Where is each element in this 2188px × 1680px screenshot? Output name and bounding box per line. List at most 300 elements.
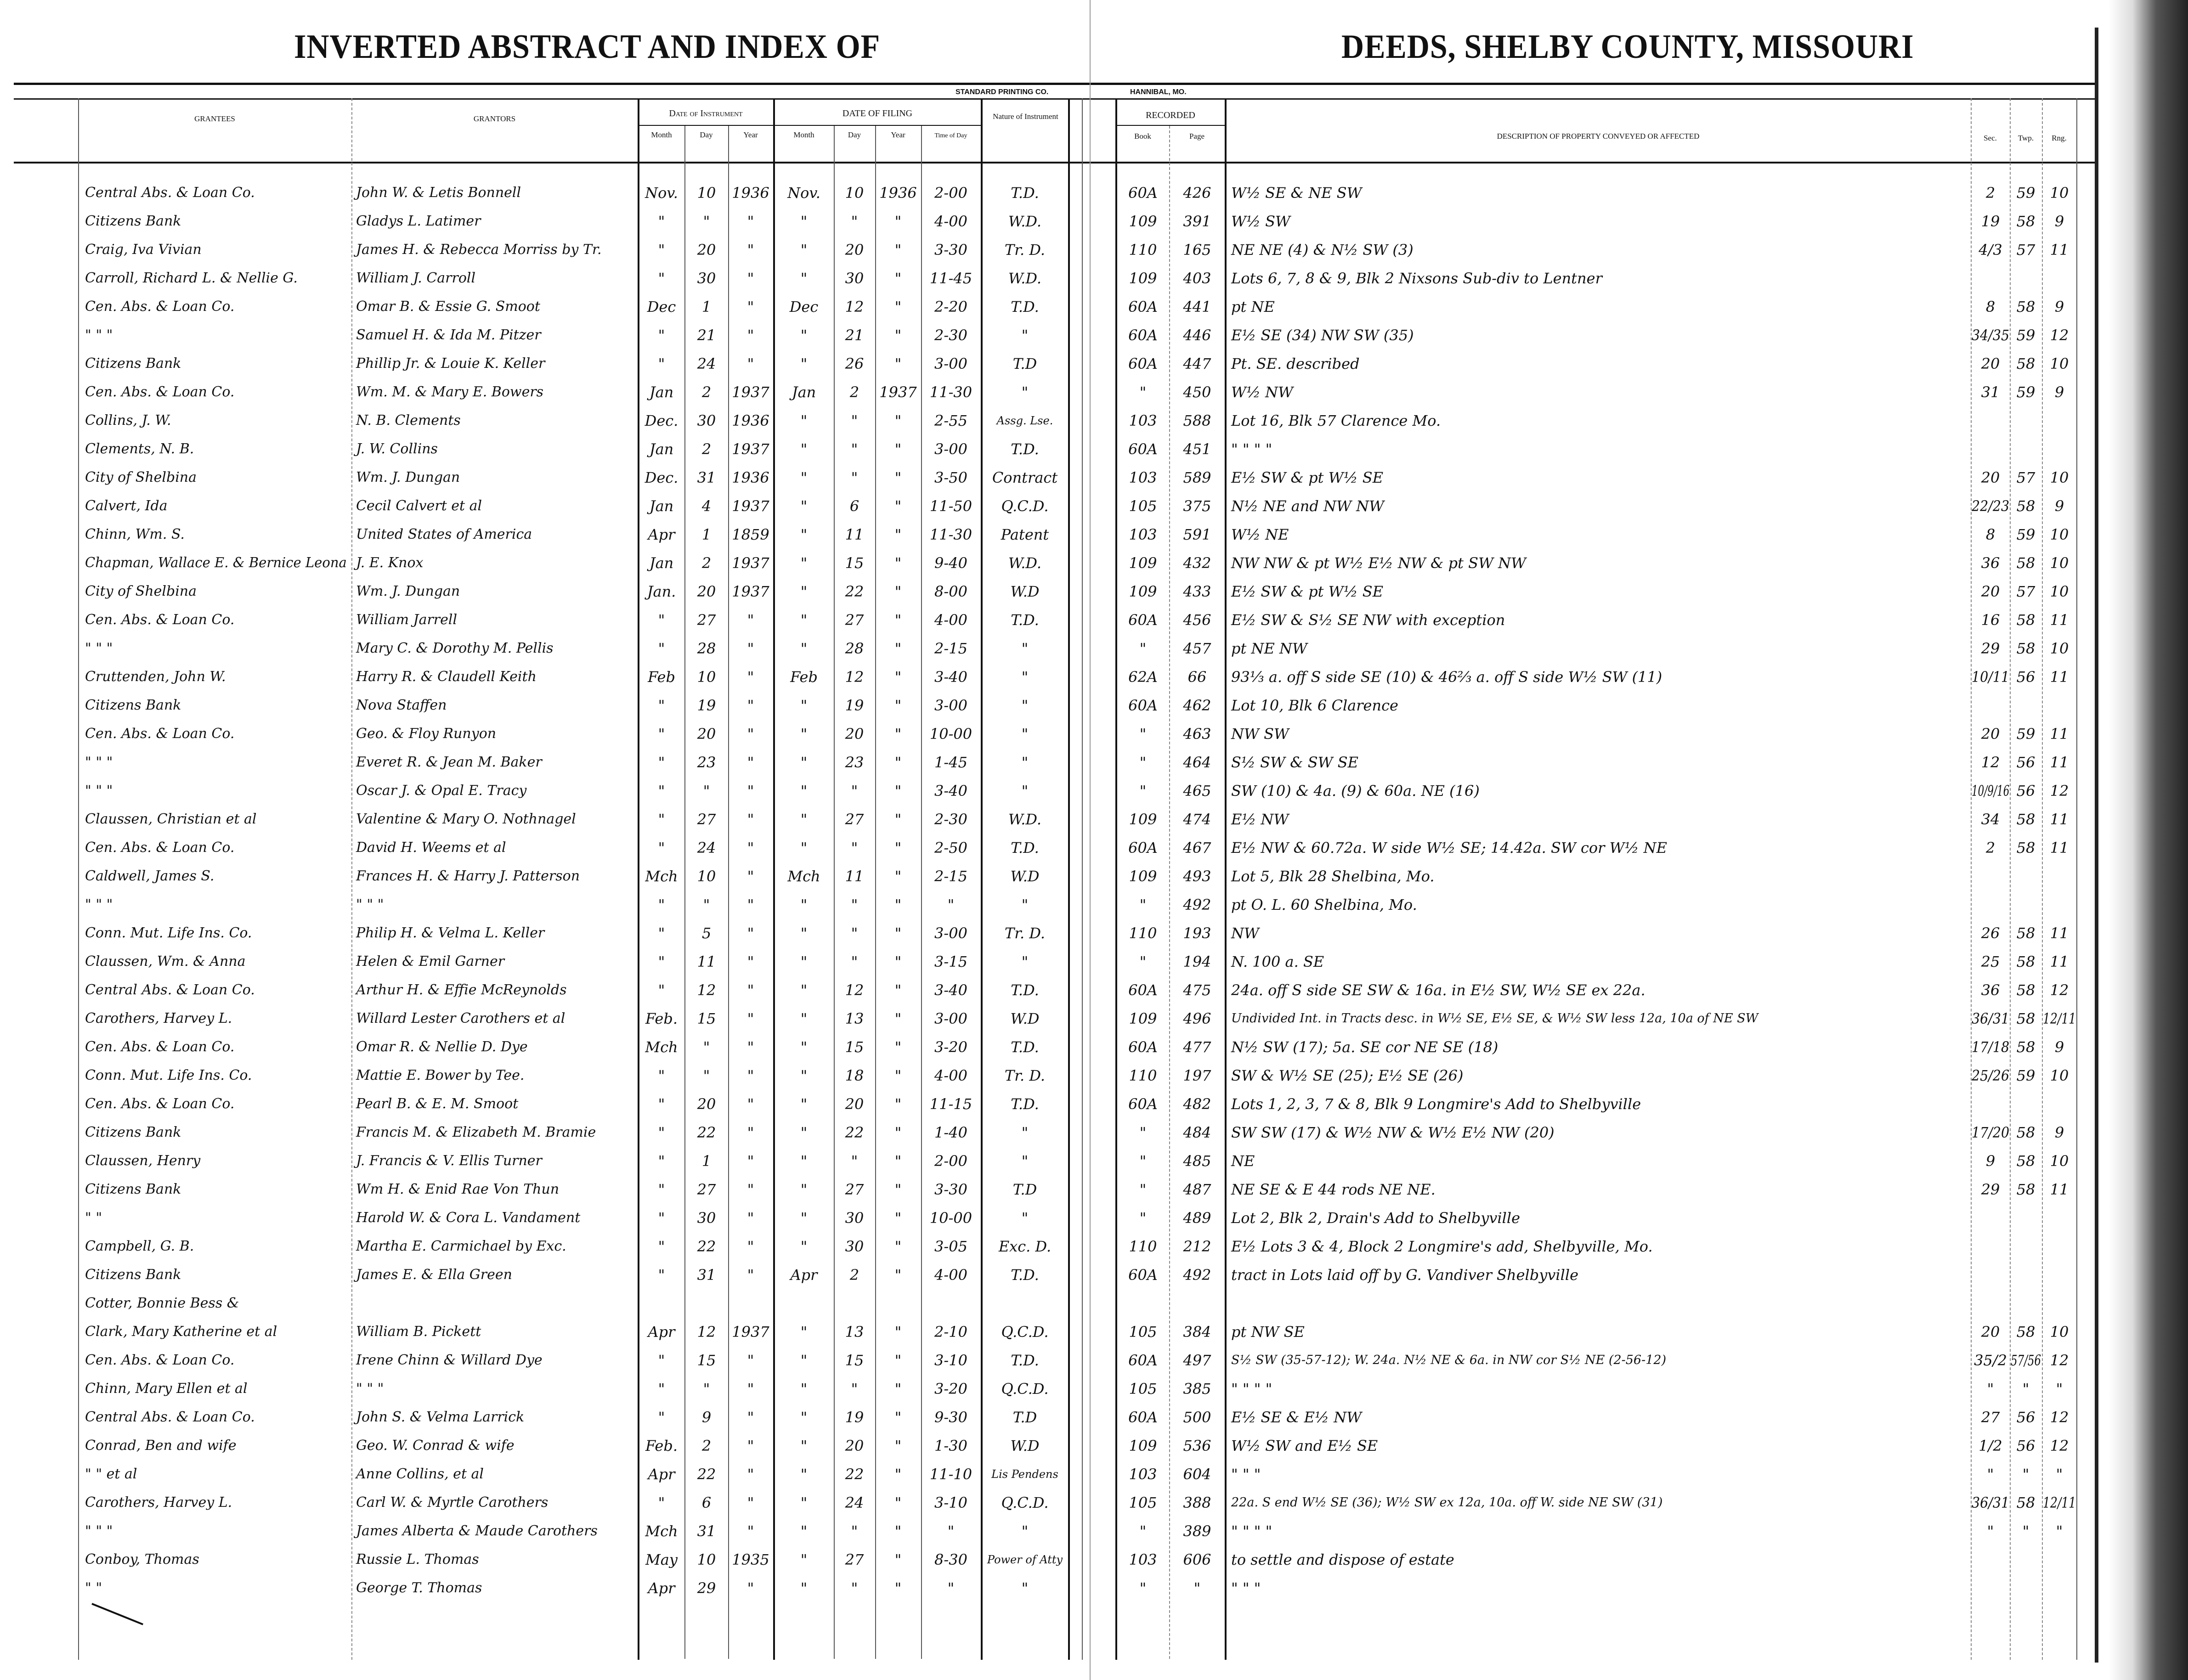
inst-year-cell: 1935 <box>732 1551 769 1568</box>
inst-day-cell: 1 <box>701 1152 712 1170</box>
time-of-day-cell: 10-00 <box>929 1209 972 1227</box>
inst-month-cell: " <box>658 1494 665 1511</box>
book-cell: " <box>1139 725 1147 743</box>
time-of-day-cell: 2-10 <box>934 1323 967 1341</box>
sec-cell: " <box>1987 1380 1994 1398</box>
book-cell: 105 <box>1129 1380 1157 1398</box>
filing-year-cell: 1936 <box>879 184 917 202</box>
book-cell: 109 <box>1129 213 1157 230</box>
inst-day-cell: 1 <box>701 298 712 316</box>
time-of-day-cell: 8-00 <box>934 583 967 600</box>
sec-cell: " <box>1987 1522 1994 1540</box>
nature-cell: T.D. <box>1011 981 1039 999</box>
inst-month-cell: Nov. <box>645 184 678 202</box>
filing-day-cell: " <box>851 839 858 857</box>
filing-year-cell: 1937 <box>879 383 917 401</box>
grantor-cell: Philip H. & Velma L. Keller <box>356 925 545 941</box>
nature-cell: W.D <box>1010 583 1040 600</box>
page-cell: 606 <box>1183 1551 1211 1568</box>
grantee-cell: Carothers, Harvey L. <box>85 1010 232 1026</box>
inst-year-cell: " <box>747 811 754 828</box>
inst-month-cell: " <box>658 611 665 629</box>
inst-day-cell: 31 <box>697 469 716 486</box>
book-cell: 60A <box>1128 1038 1158 1056</box>
inst-year-cell: 1937 <box>732 583 769 600</box>
inst-month-cell: " <box>658 1266 665 1284</box>
filing-day-cell: 12 <box>845 668 864 686</box>
filing-month-cell: Dec <box>789 298 819 316</box>
inst-year-cell: 1937 <box>732 383 769 401</box>
filing-month-cell: Apr <box>790 1266 818 1284</box>
filing-month-cell: " <box>800 1181 808 1198</box>
grantee-cell: Campbell, G. B. <box>85 1238 194 1254</box>
twp-cell: 56 <box>2016 1409 2035 1426</box>
inst-day-cell: 30 <box>697 1209 716 1227</box>
page-cell: 212 <box>1183 1238 1211 1255</box>
filing-day-cell: 20 <box>845 1437 864 1454</box>
twp-cell: 58 <box>2016 497 2035 515</box>
twp-cell: " <box>2022 1522 2030 1540</box>
filing-day-cell: 23 <box>845 754 864 771</box>
time-of-day-cell: 3-00 <box>934 440 967 458</box>
rng-cell: 12 <box>2050 1437 2069 1454</box>
inst-month-cell: " <box>658 1095 665 1113</box>
rng-cell: 12 <box>2050 782 2069 800</box>
inst-day-cell: 22 <box>697 1466 716 1483</box>
inst-day-cell: " <box>703 1380 710 1398</box>
inst-month-cell: Jan <box>649 554 674 572</box>
grantee-cell: " " " <box>85 1523 113 1539</box>
twp-cell: 58 <box>2016 298 2035 316</box>
filing-month-cell: " <box>800 554 808 572</box>
nature-cell: T.D. <box>1011 1266 1039 1284</box>
inst-day-cell: 2 <box>701 554 712 572</box>
filing-day-cell: " <box>851 440 858 458</box>
grantor-cell: Samuel H. & Ida M. Pitzer <box>356 327 541 343</box>
grantor-cell: Omar R. & Nellie D. Dye <box>356 1039 528 1055</box>
inst-day-cell: 20 <box>697 241 716 259</box>
filing-month-cell: " <box>800 611 808 629</box>
page-cell: 496 <box>1183 1010 1211 1027</box>
inst-month-cell: " <box>658 270 665 287</box>
sec-cell: 17/20 <box>1972 1124 2010 1141</box>
twp-cell: 58 <box>2016 839 2035 857</box>
inst-year-cell: " <box>747 896 754 913</box>
nature-cell: Patent <box>1001 526 1049 543</box>
twp-cell: 58 <box>2016 213 2035 230</box>
sec-cell: 4/3 <box>1979 241 2002 259</box>
book-cell: " <box>1139 754 1147 771</box>
inst-year-cell: " <box>747 1522 754 1540</box>
filing-day-cell: 22 <box>845 1466 864 1483</box>
filing-year-cell: " <box>894 298 902 316</box>
time-of-day-cell: 4-00 <box>934 1266 967 1284</box>
rng-cell: " <box>2056 1466 2063 1483</box>
page-cell: 451 <box>1183 440 1211 458</box>
grantee-cell: Claussen, Christian et al <box>85 811 257 827</box>
grantor-cell: David H. Weems et al <box>356 840 506 856</box>
grantor-cell: Mary C. & Dorothy M. Pellis <box>356 640 554 656</box>
inst-year-cell: 1937 <box>732 440 769 458</box>
inst-day-cell: 1 <box>701 526 712 543</box>
time-of-day-cell: 2-55 <box>934 412 967 429</box>
col-header-grantees: GRANTEES <box>194 114 235 123</box>
grantor-cell: Phillip Jr. & Louie K. Keller <box>356 355 545 372</box>
filing-day-cell: 2 <box>849 383 859 401</box>
inst-year-cell: " <box>747 1095 754 1113</box>
filing-month-cell: " <box>800 1380 808 1398</box>
twp-cell: 59 <box>2016 725 2035 743</box>
grantor-cell: Francis M. & Elizabeth M. Bramie <box>356 1124 596 1140</box>
nature-cell: W.D. <box>1008 811 1042 828</box>
time-of-day-cell: 4-00 <box>934 611 967 629</box>
inst-month-cell: Dec. <box>645 412 678 429</box>
filing-month-cell: " <box>800 583 808 600</box>
grantor-cell: Harry R. & Claudell Keith <box>356 669 537 685</box>
description-cell: to settle and dispose of estate <box>1231 1551 1454 1568</box>
filing-month-cell: " <box>800 1038 808 1056</box>
filing-month-cell: Feb <box>790 668 818 686</box>
twp-cell: 58 <box>2016 611 2035 629</box>
twp-cell: 57 <box>2016 469 2035 486</box>
inst-day-cell: 24 <box>697 839 716 857</box>
description-cell: E½ SE (34) NW SW (35) <box>1231 327 1414 344</box>
header-top-rule <box>14 98 2095 100</box>
grantor-cell: J. E. Knox <box>356 555 424 571</box>
description-cell: W½ NE <box>1231 526 1289 543</box>
grantor-cell: Gladys L. Latimer <box>356 213 481 229</box>
inst-day-cell: 27 <box>697 1181 716 1198</box>
filing-month-cell: " <box>800 754 808 771</box>
inst-month-cell: Jan. <box>647 583 676 600</box>
rng-cell: 10 <box>2050 184 2069 202</box>
filing-month-cell: " <box>800 213 808 230</box>
inst-day-cell: " <box>703 1038 710 1056</box>
inst-month-cell: " <box>658 782 665 800</box>
inst-month-cell: " <box>658 754 665 771</box>
description-cell: S½ SW & SW SE <box>1231 754 1359 771</box>
time-of-day-cell: 3-00 <box>934 697 967 714</box>
description-cell: " " " " <box>1231 1522 1272 1540</box>
filing-year-cell: " <box>894 611 902 629</box>
inst-year-cell: 1937 <box>732 497 769 515</box>
rule <box>1068 98 1070 1660</box>
filing-year-cell: " <box>894 497 902 515</box>
left-page-title: INVERTED ABSTRACT AND INDEX OF <box>294 28 881 66</box>
col-header-page: Page <box>1189 132 1205 141</box>
inst-month-cell: Dec. <box>645 469 678 486</box>
twp-cell: 58 <box>2016 554 2035 572</box>
printer-mark-left: STANDARD PRINTING CO. <box>955 88 1049 96</box>
page-cell: 477 <box>1183 1038 1211 1056</box>
filing-year-cell: " <box>894 469 902 486</box>
description-cell: Lot 16, Blk 57 Clarence Mo. <box>1231 412 1441 429</box>
page-cell: 391 <box>1183 213 1211 230</box>
filing-day-cell: 27 <box>845 1181 864 1198</box>
sec-cell: 35/2 <box>1974 1352 2007 1369</box>
page-cell: 165 <box>1183 241 1211 259</box>
grantor-cell: William B. Pickett <box>356 1324 481 1340</box>
filing-day-cell: 30 <box>845 1238 864 1255</box>
sec-cell: 29 <box>1981 1181 2000 1198</box>
nature-cell: T.D <box>1012 1409 1037 1426</box>
filing-day-cell: 20 <box>845 241 864 259</box>
grantor-cell: James E. & Ella Green <box>356 1267 512 1283</box>
book-cell: 110 <box>1129 925 1157 942</box>
grantee-cell: Claussen, Henry <box>85 1153 201 1169</box>
nature-cell: " <box>1021 782 1029 800</box>
inst-month-cell: Dec <box>647 298 676 316</box>
grantee-cell: " " " <box>85 327 113 343</box>
filing-day-cell: 15 <box>845 1352 864 1369</box>
grantee-cell: Central Abs. & Loan Co. <box>85 185 255 201</box>
filing-month-cell: " <box>800 697 808 714</box>
filing-year-cell: " <box>894 868 902 885</box>
grantee-cell: Cotter, Bonnie Bess & <box>85 1295 239 1311</box>
book-cell: 60A <box>1128 327 1158 344</box>
filing-year-cell: " <box>894 412 902 429</box>
rng-cell: 10 <box>2050 583 2069 600</box>
twp-cell: 59 <box>2016 184 2035 202</box>
nature-cell: T.D. <box>1011 440 1039 458</box>
inst-month-cell: " <box>658 896 665 913</box>
book-cell: 60A <box>1128 1266 1158 1284</box>
inst-year-cell: " <box>747 1124 754 1141</box>
grantee-cell: " " " <box>85 640 113 656</box>
page-cell: " <box>1193 1579 1201 1597</box>
inst-year-cell: " <box>747 925 754 942</box>
inst-year-cell: " <box>747 1010 754 1027</box>
filing-year-cell: " <box>894 839 902 857</box>
book-cell: 60A <box>1128 1409 1158 1426</box>
nature-cell: " <box>1021 953 1029 970</box>
grantee-cell: Conn. Mut. Life Ins. Co. <box>85 1067 252 1083</box>
filing-day-cell: " <box>851 1579 858 1597</box>
book-cell: 105 <box>1129 497 1157 515</box>
filing-day-cell: 10 <box>845 184 864 202</box>
filing-day-cell: " <box>851 1152 858 1170</box>
filing-year-cell: " <box>894 554 902 572</box>
sec-cell: 10/9/16 <box>1972 782 2010 800</box>
nature-cell: W.D <box>1010 868 1040 885</box>
grantee-cell: Citizens Bank <box>85 1267 181 1283</box>
description-cell: E½ SW & pt W½ SE <box>1231 469 1384 486</box>
col-header-inst-month: Month <box>651 130 672 139</box>
page-cell: 492 <box>1183 1266 1211 1284</box>
inst-month-cell: " <box>658 953 665 970</box>
rng-cell: 10 <box>2050 554 2069 572</box>
description-cell: pt NW SE <box>1231 1323 1305 1341</box>
grantee-cell: Chinn, Wm. S. <box>85 526 185 542</box>
col-header-recorded: RECORDED <box>1146 110 1195 120</box>
grantee-cell: Cen. Abs. & Loan Co. <box>85 1096 235 1112</box>
time-of-day-cell: 11-10 <box>929 1466 972 1483</box>
nature-cell: Lis Pendens <box>991 1468 1058 1481</box>
filing-day-cell: " <box>851 782 858 800</box>
filing-year-cell: " <box>894 1352 902 1369</box>
filing-month-cell: " <box>800 1238 808 1255</box>
description-cell: E½ NW & 60.72a. W side W½ SE; 14.42a. SW cor W½ NE <box>1231 839 1668 857</box>
sec-cell: 20 <box>1981 355 2000 372</box>
twp-cell: 57/56 <box>2011 1352 2041 1369</box>
page-cell: 589 <box>1183 469 1211 486</box>
filing-day-cell: 22 <box>845 583 864 600</box>
page-cell: 485 <box>1183 1152 1211 1170</box>
filing-year-cell: " <box>894 1551 902 1568</box>
rng-cell: 11 <box>2050 241 2069 259</box>
nature-cell: Tr. D. <box>1004 241 1046 259</box>
filing-month-cell: " <box>800 355 808 372</box>
nature-cell: " <box>1021 1579 1029 1597</box>
nature-cell: Contract <box>992 469 1058 486</box>
time-of-day-cell: 11-15 <box>929 1095 972 1113</box>
col-header-grantors: GRANTORS <box>473 114 516 123</box>
inst-month-cell: Jan <box>649 440 674 458</box>
time-of-day-cell: 2-30 <box>934 327 967 344</box>
col-header-sec: Sec. <box>1984 134 1997 142</box>
page-cell: 489 <box>1183 1209 1211 1227</box>
filing-year-cell: " <box>894 1181 902 1198</box>
page-edge-line <box>2095 28 2098 1663</box>
inst-month-cell: Mch <box>645 1038 678 1056</box>
filing-month-cell: " <box>800 1409 808 1426</box>
grantee-cell: Clark, Mary Katherine et al <box>85 1324 277 1340</box>
inst-month-cell: " <box>658 981 665 999</box>
time-of-day-cell: 1-40 <box>934 1124 967 1141</box>
rng-cell: 11 <box>2050 754 2069 771</box>
right-page-title: DEEDS, SHELBY COUNTY, MISSOURI <box>1341 28 1914 66</box>
grantee-cell: Conboy, Thomas <box>85 1551 199 1567</box>
book-cell: 103 <box>1129 526 1157 543</box>
inst-month-cell: May <box>645 1551 678 1568</box>
twp-cell: 58 <box>2016 925 2035 942</box>
nature-cell: Q.C.D. <box>1001 1380 1049 1398</box>
inst-day-cell: " <box>703 782 710 800</box>
description-cell: SW SW (17) & W½ NW & W½ E½ NW (20) <box>1231 1124 1555 1141</box>
book-cell: 60A <box>1128 981 1158 999</box>
sec-cell: 36 <box>1981 981 2000 999</box>
inst-day-cell: " <box>703 896 710 913</box>
twp-cell: 59 <box>2016 327 2035 344</box>
page-cell: 536 <box>1183 1437 1211 1454</box>
inst-day-cell: 22 <box>697 1238 716 1255</box>
inst-day-cell: 5 <box>701 925 712 942</box>
description-cell: " " " <box>1231 1466 1261 1483</box>
filing-year-cell: " <box>894 782 902 800</box>
grantor-cell: Pearl B. & E. M. Smoot <box>356 1096 519 1112</box>
time-of-day-cell: 2-50 <box>934 839 967 857</box>
page-cell: 474 <box>1183 811 1211 828</box>
filing-year-cell: " <box>894 241 902 259</box>
inst-year-cell: 1936 <box>732 412 769 429</box>
sec-cell: 25 <box>1981 953 2000 970</box>
rule <box>78 98 79 1660</box>
book-cell: 110 <box>1129 241 1157 259</box>
description-cell: Lots 6, 7, 8 & 9, Blk 2 Nixsons Sub-div to Lentner <box>1231 270 1602 287</box>
sec-cell: 25/26 <box>1972 1067 2010 1084</box>
page-cell: 482 <box>1183 1095 1211 1113</box>
twp-cell: 58 <box>2016 1038 2035 1056</box>
grantor-cell: Harold W. & Cora L. Vandament <box>356 1210 581 1226</box>
inst-year-cell: " <box>747 1466 754 1483</box>
book-cell: 110 <box>1129 1238 1157 1255</box>
inst-month-cell: Mch <box>645 868 678 885</box>
grantee-cell: Cen. Abs. & Loan Co. <box>85 612 235 628</box>
grantor-cell: Omar B. & Essie G. Smoot <box>356 299 540 315</box>
grantor-cell: John S. & Velma Larrick <box>356 1409 525 1425</box>
twp-cell: 56 <box>2016 668 2035 686</box>
filing-year-cell: " <box>894 1380 902 1398</box>
filing-year-cell: " <box>894 440 902 458</box>
book-cell: " <box>1139 896 1147 913</box>
rng-cell: 11 <box>2050 668 2069 686</box>
sec-cell: 36/31 <box>1972 1010 2010 1027</box>
filing-year-cell: " <box>894 925 902 942</box>
inst-month-cell: " <box>658 1124 665 1141</box>
description-cell: " " " <box>1231 1579 1261 1597</box>
filing-month-cell: " <box>800 1579 808 1597</box>
rng-cell: 10 <box>2050 1152 2069 1170</box>
inst-year-cell: " <box>747 697 754 714</box>
rule <box>1082 98 1083 1660</box>
rng-cell: 10 <box>2050 355 2069 372</box>
inst-day-cell: 12 <box>697 1323 716 1341</box>
filing-year-cell: " <box>894 981 902 999</box>
nature-cell: Q.C.D. <box>1001 497 1049 515</box>
nature-cell: T.D. <box>1011 184 1039 202</box>
time-of-day-cell: 3-30 <box>934 1181 967 1198</box>
grantor-cell: J. Francis & V. Ellis Turner <box>356 1153 542 1169</box>
book-cell: " <box>1139 640 1147 657</box>
filing-month-cell: " <box>800 925 808 942</box>
grantee-cell: Cen. Abs. & Loan Co. <box>85 1352 235 1368</box>
book-cell: 60A <box>1128 697 1158 714</box>
sec-cell: " <box>1987 1466 1994 1483</box>
rng-cell: " <box>2056 1522 2063 1540</box>
inst-day-cell: 30 <box>697 412 716 429</box>
sec-cell: 19 <box>1981 213 2000 230</box>
grantor-cell: Carl W. & Myrtle Carothers <box>356 1494 548 1511</box>
inst-year-cell: " <box>747 1152 754 1170</box>
grantee-cell: Clements, N. B. <box>85 441 194 457</box>
twp-cell: 59 <box>2016 383 2035 401</box>
book-cell: 105 <box>1129 1494 1157 1511</box>
grantor-cell: Martha E. Carmichael by Exc. <box>356 1238 566 1254</box>
grantor-cell: J. W. Collins <box>356 441 438 457</box>
grantor-cell: Willard Lester Carothers et al <box>356 1010 565 1026</box>
inst-day-cell: 10 <box>697 868 716 885</box>
top-rule <box>14 83 2095 85</box>
filing-day-cell: 30 <box>845 270 864 287</box>
inst-year-cell: " <box>747 981 754 999</box>
twp-cell: 58 <box>2016 1152 2035 1170</box>
filing-month-cell: " <box>800 1466 808 1483</box>
grantee-cell: Carroll, Richard L. & Nellie G. <box>85 270 298 286</box>
book-cell: 60A <box>1128 440 1158 458</box>
filing-month-cell: " <box>800 497 808 515</box>
rng-cell: 12 <box>2050 1409 2069 1426</box>
sec-cell: 20 <box>1981 725 2000 743</box>
book-cell: 60A <box>1128 355 1158 372</box>
filing-year-cell: " <box>894 355 902 372</box>
description-cell: 24a. off S side SE SW & 16a. in E½ SW, W½ SE ex 22a. <box>1231 981 1645 999</box>
grantee-cell: Cen. Abs. & Loan Co. <box>85 840 235 856</box>
description-cell: N½ SW (17); 5a. SE cor NE SE (18) <box>1231 1038 1498 1056</box>
inst-day-cell: 10 <box>697 184 716 202</box>
description-cell: pt NE <box>1231 298 1275 316</box>
twp-cell: " <box>2022 1466 2030 1483</box>
inst-year-cell: " <box>747 668 754 686</box>
